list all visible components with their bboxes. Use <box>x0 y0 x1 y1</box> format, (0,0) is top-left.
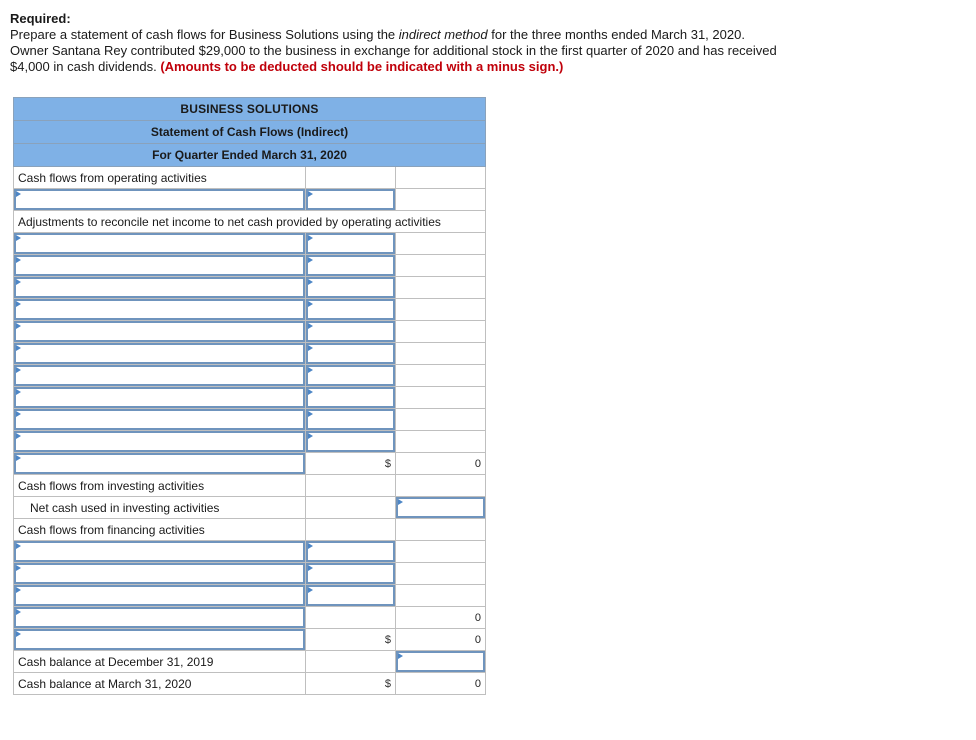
adjustment-amount-input[interactable] <box>306 431 395 452</box>
required-label: Required: <box>10 11 71 26</box>
currency-symbol: $ <box>384 634 391 646</box>
table-row <box>13 343 486 365</box>
table-row <box>13 409 486 431</box>
investing-net-input[interactable] <box>396 497 485 518</box>
adjustment-amount-input[interactable] <box>306 343 395 364</box>
table-row <box>13 453 486 475</box>
table-row <box>13 233 486 255</box>
table-row <box>13 387 486 409</box>
table-row <box>13 431 486 453</box>
table-row <box>13 167 486 189</box>
financing-item-select[interactable] <box>14 563 305 584</box>
adjustments-label: Adjustments to reconcile net income to net cash provided by operating activities <box>18 215 441 229</box>
net-change-value: 0 <box>474 634 481 646</box>
financing-item-select[interactable] <box>14 541 305 562</box>
financing-total-label-select[interactable] <box>14 607 305 628</box>
instruction-line1-start: Prepare a statement of cash flows for Business Solutions using the <box>10 27 399 42</box>
table-row <box>13 497 486 519</box>
table-row <box>13 673 486 695</box>
instruction-method: indirect method <box>398 27 488 42</box>
table-row <box>13 321 486 343</box>
operating-amount-input[interactable] <box>306 189 395 210</box>
financing-amount-input[interactable] <box>306 563 395 584</box>
financing-total-value: 0 <box>474 612 481 624</box>
adjustment-amount-input[interactable] <box>306 255 395 276</box>
adjustment-item-select[interactable] <box>14 233 305 254</box>
operating-total-value: 0 <box>474 458 481 470</box>
table-row <box>13 211 486 233</box>
table-row <box>13 365 486 387</box>
financing-activities-label: Cash flows from financing activities <box>18 523 205 537</box>
adjustment-item-select[interactable] <box>14 321 305 342</box>
adjustment-amount-input[interactable] <box>306 233 395 254</box>
operating-activities-label: Cash flows from operating activities <box>18 171 207 185</box>
table-row <box>13 277 486 299</box>
adjustment-item-select[interactable] <box>14 255 305 276</box>
adjustment-item-select[interactable] <box>14 365 305 386</box>
cash-begin-input[interactable] <box>396 651 485 672</box>
instruction-line2: Owner Santana Rey contributed $29,000 to the business in exchange for additional stock in the first quarter of 2020 and has received <box>10 43 777 58</box>
cash-begin-label: Cash balance at December 31, 2019 <box>18 655 214 669</box>
table-row <box>13 629 486 651</box>
statement-header <box>13 97 486 167</box>
currency-symbol: $ <box>384 458 391 470</box>
cash-flow-worksheet <box>13 97 486 695</box>
currency-symbol: $ <box>384 678 391 690</box>
table-row <box>13 519 486 541</box>
cash-end-value: 0 <box>474 678 481 690</box>
table-row <box>13 585 486 607</box>
instruction-warning: (Amounts to be deducted should be indicated with a minus sign.) <box>160 59 564 74</box>
financing-amount-input[interactable] <box>306 585 395 606</box>
operating-total-label-select[interactable] <box>14 453 305 474</box>
table-row <box>13 607 486 629</box>
adjustment-item-select[interactable] <box>14 299 305 320</box>
adjustment-item-select[interactable] <box>14 409 305 430</box>
instruction-line3: $4,000 in cash dividends. <box>10 59 161 74</box>
company-name: BUSINESS SOLUTIONS <box>180 102 319 116</box>
table-row <box>13 541 486 563</box>
cash-end-label: Cash balance at March 31, 2020 <box>18 677 192 691</box>
investing-net-label: Net cash used in investing activities <box>30 501 220 515</box>
adjustment-item-select[interactable] <box>14 387 305 408</box>
adjustment-amount-input[interactable] <box>306 409 395 430</box>
table-row <box>13 475 486 497</box>
adjustment-item-select[interactable] <box>14 343 305 364</box>
table-row <box>13 651 486 673</box>
adjustment-amount-input[interactable] <box>306 299 395 320</box>
financing-amount-input[interactable] <box>306 541 395 562</box>
financing-item-select[interactable] <box>14 585 305 606</box>
instructions <box>10 11 910 75</box>
table-row <box>13 299 486 321</box>
statement-period: For Quarter Ended March 31, 2020 <box>14 144 485 167</box>
investing-activities-label: Cash flows from investing activities <box>18 479 205 493</box>
instruction-line1-end: for the three months ended March 31, 2020. <box>487 27 745 42</box>
adjustment-amount-input[interactable] <box>306 365 395 386</box>
operating-item-select[interactable] <box>14 189 305 210</box>
table-row <box>13 563 486 585</box>
statement-title: Statement of Cash Flows (Indirect) <box>14 121 485 144</box>
adjustment-amount-input[interactable] <box>306 387 395 408</box>
table-row <box>13 189 486 211</box>
adjustment-amount-input[interactable] <box>306 321 395 342</box>
adjustment-item-select[interactable] <box>14 277 305 298</box>
adjustment-amount-input[interactable] <box>306 277 395 298</box>
adjustment-item-select[interactable] <box>14 431 305 452</box>
net-change-label-select[interactable] <box>14 629 305 650</box>
table-row <box>13 255 486 277</box>
